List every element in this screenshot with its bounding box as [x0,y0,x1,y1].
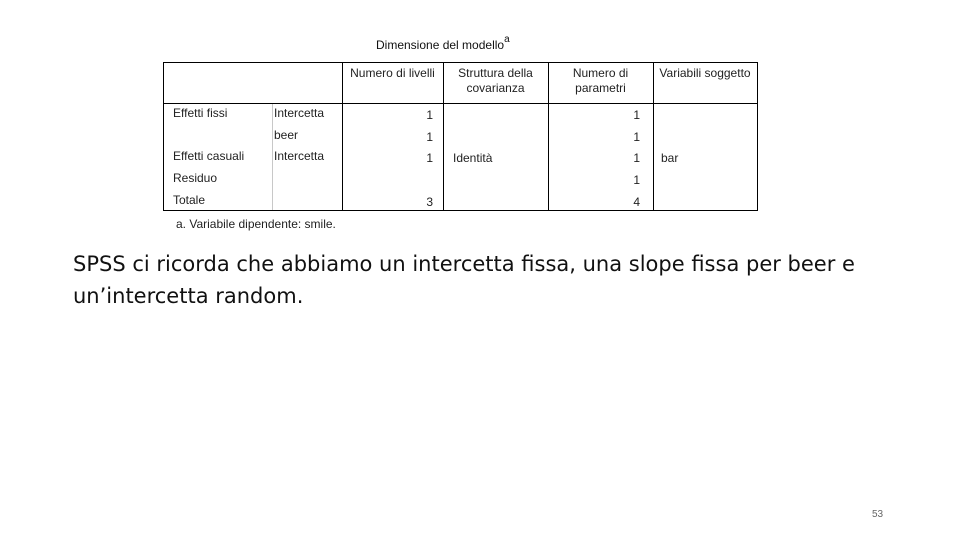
header-variabili: Variabili soggetto [659,66,751,80]
row-group-label: Totale [173,193,206,207]
header-num-parametri: Numero di parametri [572,66,629,95]
table-title-text: Dimensione del modello [376,38,505,52]
table-footnote: a. Variabile dipendente: smile. [176,217,336,231]
cell-parametri: 4 [633,195,640,209]
row-sub-label: Intercetta [274,149,325,163]
cell-livelli: 1 [426,130,433,144]
table-subdivider [272,103,273,210]
model-dimension-table [163,62,758,211]
header-num-livelli: Numero di livelli [350,66,435,80]
table-divider [653,63,654,210]
cell-livelli: 1 [426,151,433,165]
cell-livelli: 3 [426,195,433,209]
row-sub-label: beer [274,128,299,142]
row-sub-label: Intercetta [274,106,325,120]
header-divider [164,103,757,104]
slide-body-text: SPSS ci ricorda che abbiamo un intercetta fissa, una slope fissa per beer e un’intercetta random. [73,252,855,308]
header-struttura: Struttura della covarianza [458,66,533,95]
cell-parametri: 1 [633,108,640,122]
cell-struttura: Identità [453,151,493,165]
cell-parametri: 1 [633,173,640,187]
page-number: 53 [872,509,884,520]
cell-livelli: 1 [426,108,433,122]
row-group-label: Effetti fissi [173,106,228,120]
row-group-label: Effetti casuali [173,149,245,163]
cell-variabili: bar [661,151,679,165]
cell-parametri: 1 [633,130,640,144]
table-title [376,36,510,52]
row-group-label: Residuo [173,171,218,185]
cell-parametri: 1 [633,151,640,165]
table-title-superscript: a [504,34,510,45]
